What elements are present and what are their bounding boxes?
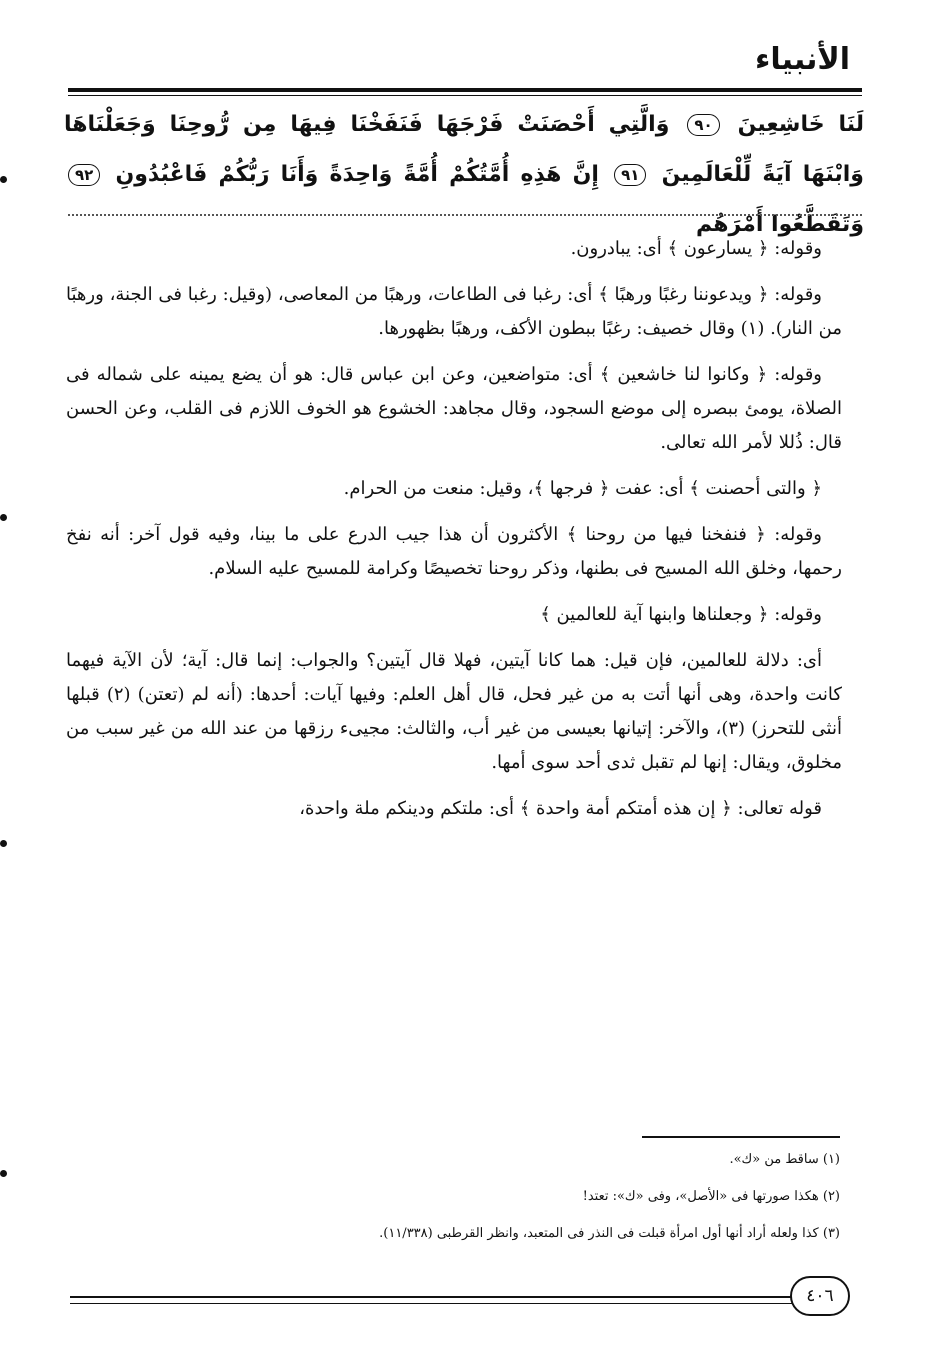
scan-mark bbox=[0, 840, 7, 847]
verse-number-marker: ٩٠ bbox=[687, 114, 719, 136]
verse-text: إِنَّ هَذِهِ أُمَّتُكُمْ أُمَّةً وَاحِدَةً وَأَنَا رَبُّكُمْ فَاعْبُدُونِ bbox=[115, 162, 599, 187]
running-header bbox=[68, 38, 850, 88]
surah-title: الأنبياء bbox=[755, 42, 850, 77]
commentary-paragraph: قوله تعالى: ﴿ إن هذه أمتكم أمة واحدة ﴾ أى: ملتكم ودينكم ملة واحدة، bbox=[299, 798, 822, 819]
footer-rule-thin bbox=[70, 1303, 802, 1304]
verse-number-marker: ٩١ bbox=[614, 164, 646, 186]
commentary-paragraph: وقوله: ﴿ فنفخنا فيها من روحنا ﴾ الأكثرون أن هذا جيب الدرع على ما بينا، وفيه قول آخر: أنه نفخ رحمها، وخلق الله المسيح فى بطنها، وذكر روحنا تخصيصًا وكرامة للمسيح عليه السلام. bbox=[66, 524, 842, 579]
commentary-paragraph: ﴿ والتى أحصنت ﴾ أى: عفت ﴿ فرجها ﴾، وقيل: منعت من الحرام. bbox=[343, 478, 822, 499]
footnote-rule bbox=[642, 1136, 840, 1138]
verse-text: وَالَّتِي أَحْصَنَتْ فَرْجَهَا فَنَفَخْنَا فِيهَا مِن رُّوحِنَا وَجَعَلْنَاهَا وَابْنَهَا آيَةً لِّلْعَالَمِينَ bbox=[64, 112, 864, 187]
scan-mark bbox=[0, 1170, 7, 1177]
footer-rule bbox=[70, 1296, 802, 1298]
page-number: ٤٠٦ bbox=[790, 1276, 850, 1316]
footnote: (١) ساقط من «ك». bbox=[729, 1152, 840, 1167]
commentary-paragraph: وقوله: ﴿ ويدعوننا رغبًا ورهبًا ﴾ أى: رغبا فى الطاعات، ورهبًا من المعاصى، (وقيل: رغبا فى الجنة، ورهبًا من النار). (١) وقال خصيف: رغبًا ببطون الأكف، ورهبًا بظهورها. bbox=[66, 284, 842, 339]
section-divider bbox=[68, 214, 862, 216]
verse-text: وَتَقَطَّعُوا أَمْرَهُم bbox=[696, 212, 864, 237]
commentary-paragraph: وقوله: ﴿ وكانوا لنا خاشعين ﴾ أى: متواضعين، وعن ابن عباس قال: هو أن يضع يمينه على شماله فى الصلاة، يومئ ببصره إلى موضع السجود، وقال مجاهد: الخشوع هو الخوف اللازم فى القلب، وعن الحسن قال: ذُللا لأمر الله تعالى. bbox=[66, 364, 842, 453]
commentary-paragraph: أى: دلالة للعالمين، فإن قيل: هما كانا آيتين، فهلا قال آيتين؟ والجواب: إنما قال: آية؛ لأن الآية فيهما كانت واحدة، وهى أنها أتت به من غير فحل، قال أهل العلم: وفيها آيات: أحدها: (أنه لم (تعتن) (٢) قبلها أنثى للتحرز) (٣)، والآخر: إتيانها بعيسى من غير أب، والثالث: مجيىء رزقها من عند الله من غير سبب من مخلوق، ويقال: إنها لم تقبل ثدى أحد سوى أمها. bbox=[66, 650, 842, 773]
header-rule bbox=[68, 88, 862, 92]
footnotes bbox=[120, 1150, 840, 1261]
commentary-paragraph: وقوله: ﴿ وجعلناها وابنها آية للعالمين ﴾ bbox=[540, 604, 822, 625]
scan-mark bbox=[0, 514, 7, 521]
verse-number-marker: ٩٢ bbox=[68, 164, 100, 186]
quran-verses bbox=[64, 100, 864, 250]
commentary-paragraph: وقوله: ﴿ يسارعون ﴾ أى: يبادرون. bbox=[570, 238, 822, 259]
verse-text: لَنَا خَاشِعِينَ bbox=[737, 112, 864, 137]
footnote: (٢) هكذا صورتها فى «الأصل»، وفى «ك»: تعتد! bbox=[582, 1189, 840, 1204]
scan-mark bbox=[0, 176, 7, 183]
header-rule-thin bbox=[68, 95, 862, 96]
footnote: (٣) كذا ولعله أراد أنها أول امرأة قبلت فى النذر فى المتعبد، وانظر القرطبى (١١/٣٣٨). bbox=[379, 1226, 840, 1241]
commentary-body bbox=[66, 232, 842, 838]
